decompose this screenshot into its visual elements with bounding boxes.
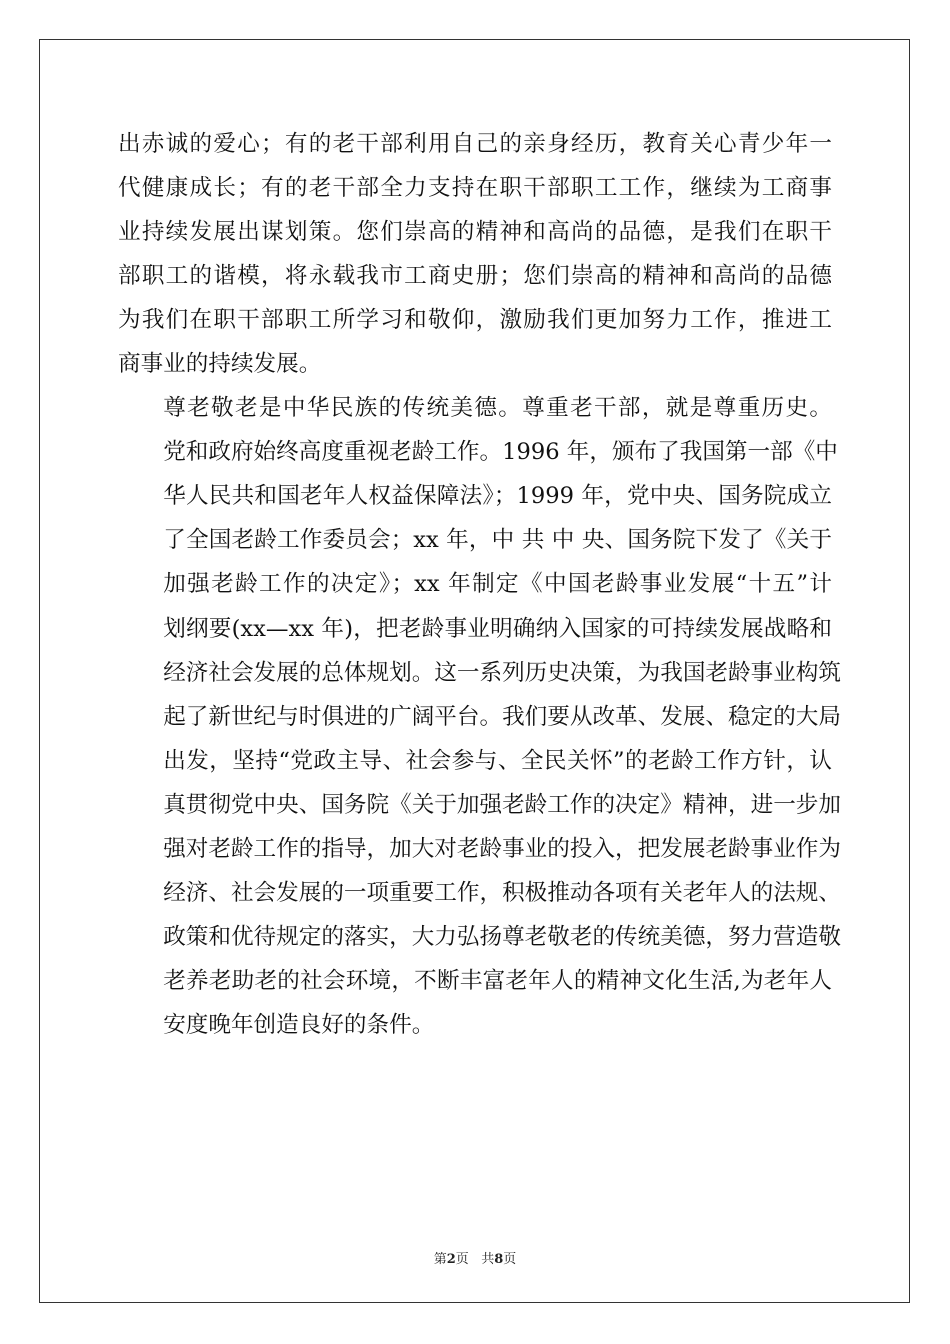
text-line: 经济、社会发展的一项重要工作，积极推动各项有关老年人的法规、: [163, 879, 841, 906]
text-line: 真贯彻党中央、国务院《关于加强老龄工作的决定》精神，进一步加: [163, 791, 841, 818]
document-body: [118, 122, 841, 1047]
text-line: 了全国老龄工作委员会；xx 年，中 共 中 央、国务院下发了《关于: [163, 527, 832, 554]
text-line: 安度晚年创造良好的条件。: [163, 1011, 435, 1038]
text-line: 尊老敬老是中华民族的传统美德。尊重老干部，就是尊重历史。: [163, 395, 832, 422]
text-line: 出赤诚的爱心；有的老干部利用自己的亲身经历，教育关心青少年一: [118, 131, 832, 157]
page-prefix: 第: [433, 1252, 447, 1267]
total-suffix: 页: [503, 1252, 517, 1267]
text-line: 代健康成长；有的老干部全力支持在职干部职工工作，继续为工商事: [118, 175, 832, 202]
text-line: 经济社会发展的总体规划。这一系列历史决策，为我国老龄事业构筑: [163, 659, 841, 686]
text-line: 部职工的谐模，将永载我市工商史册；您们崇高的精神和高尚的品德: [118, 263, 832, 290]
text-line: 华人民共和国老年人权益保障法》；1999 年，党中央、国务院成立: [163, 483, 832, 510]
text-line: 起了新世纪与时俱进的广阔平台。我们要从改革、发展、稳定的大局: [163, 703, 841, 730]
text-line: 强对老龄工作的指导，加大对老龄事业的投入，把发展老龄事业作为: [163, 835, 841, 862]
paragraph: [118, 122, 832, 386]
page-number: 2: [446, 1252, 456, 1267]
text-line: 划纲要(xx—xx 年)，把老龄事业明确纳入国家的可持续发展战略和: [163, 615, 832, 642]
text-line: 商事业的持续发展。: [118, 351, 322, 378]
text-line: 出发，坚持“党政主导、社会参与、全民关怀”的老龄工作方针，认: [163, 747, 832, 774]
text-line: 为我们在职干部职工所学习和敬仰，激励我们更加努力工作，推进工: [118, 307, 832, 334]
text-line: 加强老龄工作的决定》；xx 年制定《中国老龄事业发展“十五”计: [163, 571, 832, 598]
text-line: 党和政府始终高度重视老龄工作。1996 年，颁布了我国第一部《中: [163, 439, 838, 466]
paragraph: [118, 386, 841, 1047]
page-suffix: 页: [455, 1252, 469, 1267]
text-line: 业持续发展出谋划策。您们崇高的精神和高尚的品德，是我们在职干: [118, 219, 832, 246]
text-line: 老养老助老的社会环境，不断丰富老年人的精神文化生活,为老年人: [163, 967, 832, 994]
text-line: 政策和优待规定的落实，大力弘扬尊老敬老的传统美德，努力营造敬: [163, 923, 841, 950]
total-pages: 8: [494, 1252, 504, 1267]
page-footer: [0, 1248, 950, 1267]
total-prefix: 共: [481, 1252, 495, 1267]
